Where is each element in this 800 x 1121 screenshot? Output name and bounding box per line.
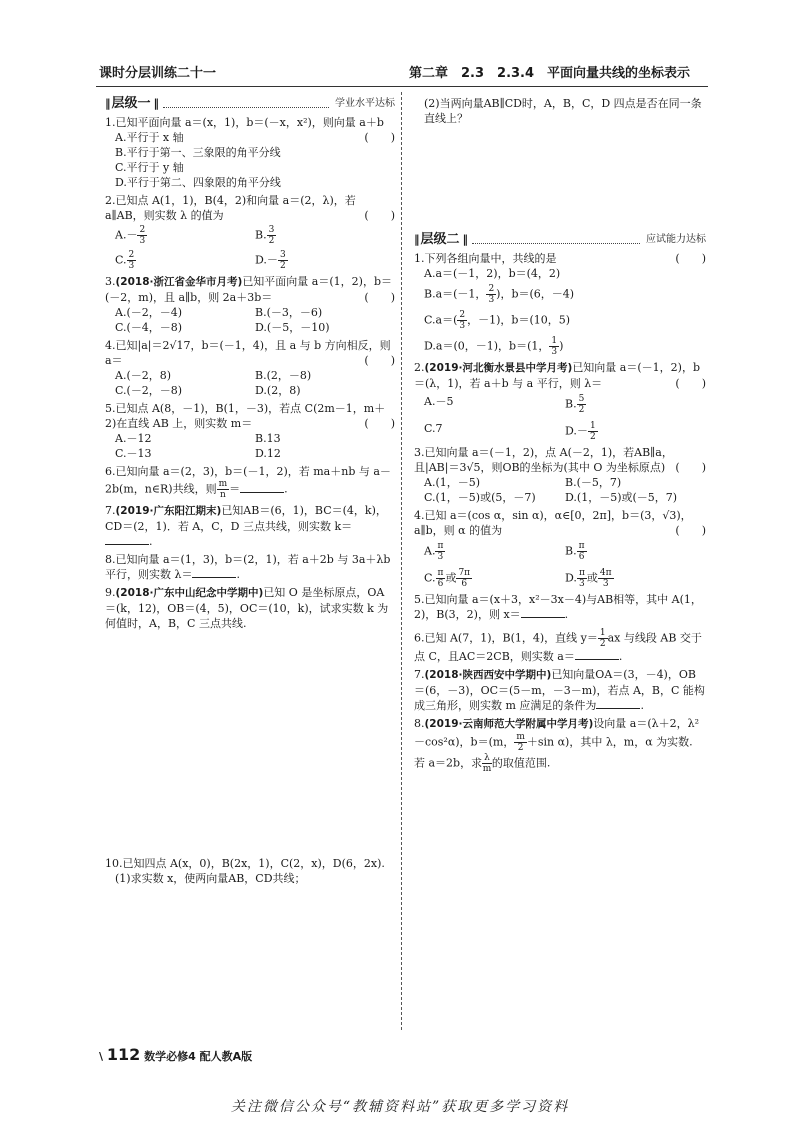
answer-blank xyxy=(575,649,619,660)
r-question-7: 7.(2018·陕西西安中学期中)已知向量OA＝(3，－4)，OB＝(6，－3)，OC＝(5－m，－3－m)，若点 A，B，C 能构成三角形，则实数 m 应满足的条件为 . xyxy=(414,668,705,712)
right-column-top xyxy=(414,96,706,126)
question-10-part-2: (2)当两向量AB∥CD时，A，B，C，D 四点是否在同一条直线上？ xyxy=(424,97,702,125)
answer-blank xyxy=(192,567,236,578)
page-footer: \ 112 数学必修4 配人教A版 xyxy=(99,1045,253,1064)
question-7: 7.(2019·广东阳江期末)已知AB＝(6，1)，BC＝(4，k)，CD＝(2，1)．若 A，C，D 三点共线，则实数 k＝. xyxy=(105,504,387,548)
book-title: 数学必修4 配人教A版 xyxy=(144,1050,253,1063)
page-number: 112 xyxy=(106,1045,141,1064)
question-1: 1.已知平面向量 a＝(x，1)，b＝(－x，x²)，则向量 a＋b ( ) A.平行于 x 轴 B.平行于第一、三象限的角平分线 C.平行于 y 轴 D.平行于第二、四象限的角平分线 xyxy=(105,116,395,189)
right-column xyxy=(414,232,706,774)
answer-blank xyxy=(596,698,640,709)
question-3: 3.(2018·浙江省金华市月考)已知平面向量 a＝(1，2)，b＝(－2，m)，且 a∥b，则 2a＋3b＝ ( ) A.(－2，－4) B.(－3，－6) C.(－4，－8) D.(－5，－10) xyxy=(105,275,395,334)
question-9: 9.(2018·广东中山纪念中学期中)已知 O 是坐标原点，OA＝(k，12)，OB＝(4，5)，OC＝(10，k)，试求实数 k 为何值时，A，B，C 三点共线. xyxy=(105,586,389,630)
r-question-2: 2.(2019·河北衡水景县中学月考)已知向量 a＝(－1，2)，b＝(λ，1)，若 a＋b 与 a 平行，则 λ＝ ( ) A.－5 B. $\frac{5}{2}$ C.7 D.－ $\frac{1}{2}$ xyxy=(414,361,706,442)
header-right: 第二章 2.3 2.3.4 平面向量共线的坐标表示 xyxy=(409,66,691,81)
r-question-3: 3.已知向量 a＝(－1，2)，点 A(－2，1)，若AB∥a，且|AB|＝3√5，则OB的坐标为(其中 O 为坐标原点) ( ) A.(1，－5) B.(－5，7) C.(1，－5)或(5，－7) D.(1，－5)或(－5，7) xyxy=(414,446,706,504)
level-one-tag: 学业水平达标 xyxy=(335,98,395,109)
answer-blank xyxy=(521,607,565,618)
level-one-title: 层级一 xyxy=(111,96,151,111)
question-10: 10.已知四点 A(x，0)，B(2x，1)，C(2，x)，D(6，2x). (1)求实数 x，使两向量AB，CD共线； xyxy=(105,857,385,885)
level-one-heading: ‖ 层级一 ‖ 学业水平达标 xyxy=(105,96,395,111)
bottom-note: 关注微信公众号“教辅资料站”获取更多学习资料 xyxy=(230,1099,570,1115)
r-question-6: 6.已知 A(7，1)，B(1，4)，直线 y＝ $\frac{1}{2}$ ax 与线段 AB 交于点 C，且AC＝2CB，则实数 a＝ . xyxy=(414,628,702,663)
level-two-heading: ‖ 层级二 ‖ 应试能力达标 xyxy=(414,232,706,247)
level-two-tag: 应试能力达标 xyxy=(646,234,706,245)
header-rule xyxy=(96,86,708,87)
question-6: 6.已知向量 a＝(2，3)，b＝(－1，2)，若 ma＋nb 与 a－2b(m，n∈R)共线，则 $\frac{m}{n}$ ＝ . xyxy=(105,465,391,500)
left-column xyxy=(105,96,395,631)
r-question-1: 1.下列各组向量中，共线的是 ( ) A.a＝(－1，2)，b＝(4，2) B.a＝(－1， $\frac{2}{3}$ )，b＝(6，－4) C.a＝( $\frac{2}{3}$ ，－1)，b＝(10，5) D.a＝(0，－1)，b＝(1， $\frac{1}{3}$ ) xyxy=(414,252,706,357)
header-left: 课时分层训练二十一 xyxy=(99,66,217,81)
column-divider xyxy=(401,92,402,1030)
answer-blank xyxy=(240,482,284,493)
r-question-4: 4.已知 a＝(cos α，sin α)，α∈[0，2π]，b＝(3，√3)，a∥b，则 α 的值为 ( ) A. $\frac{\pi}{3}$ B. $\frac{\pi}{6}$ C. $\frac{\pi}{6}$ 或 $\frac{7\pi}{6}$ D. $\frac{\pi}{3}$ 或 $\frac{4\pi}{3}$ xyxy=(414,509,706,589)
answer-blank xyxy=(105,534,149,545)
question-4: 4.已知|a|＝2√17，b＝(－1，4)，且 a 与 b 方向相反，则 a＝ ( ) A.(－2，8) B.(2，－8) C.(－2，－8) D.(2，8) xyxy=(105,339,395,397)
r-question-8: 8.(2019·云南师范大学附属中学月考)设向量 a＝(λ＋2，λ²－cos²α)，b＝(m， $\frac{m}{2}$ ＋sin α)，其中 λ，m，α 为实数. 若 a＝2b，求 $\frac{\lambda}{m}$ 的取值范围. xyxy=(414,717,700,774)
question-8: 8.已知向量 a＝(1，3)，b＝(2，1)，若 a＋2b 与 3a＋λb 平行，则实数 λ＝ . xyxy=(105,553,391,581)
r-question-5: 5.已知向量 a＝(x＋3，x²－3x－4)与AB相等，其中 A(1，2)，B(3，2)，则 x＝ . xyxy=(414,593,702,621)
question-2: 2.已知点 A(1，1)，B(4，2)和向量 a＝(2，λ)，若 a∥AB，则实数 λ 的值为 ( ) A.－ $\frac{2}{3}$ B. $\frac{3}{2}$ C. $\frac{2}{3}$ D.－ $\frac{3}{2}$ xyxy=(105,194,395,271)
question-5: 5.已知点 A(8，－1)，B(1，－3)，若点 C(2m－1，m＋2)在直线 AB 上，则实数 m＝ ( ) A.－12 B.13 C.－13 D.12 xyxy=(105,402,395,460)
level-two-title: 层级二 xyxy=(420,232,460,247)
